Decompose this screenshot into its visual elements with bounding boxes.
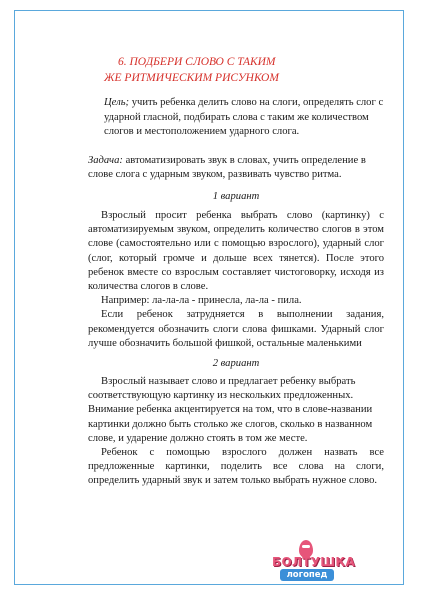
exercise-title [104,54,358,86]
variant-1-heading: 1 вариант [212,191,260,202]
variant-2-heading: 2 вариант [212,358,260,369]
variant-2-paragraph: Взрослый называет слово и предлагает ребенку выбрать соответствующую картинку из нескольких предложенных. Внимание ребенка акцентируется на том, что в слове-названии картинки должно быть столько же слогов, сколько в названном слове, и ударение должно стоять в том же месте. [88,376,373,444]
boltushka-logo [258,540,358,582]
variant-2-paragraph: Ребенок с помощью взрослого должен назвать все предложенные картинки, поделить все слова на слоги, определить ударный звук и затем только выбрать нужное слово. [88,447,384,487]
task-label: Задача: [88,155,123,166]
goal-label: Цель; [104,97,130,108]
goal-text: учить ребенка делить слово на слоги, определять слог с ударной гласной, подбирать слова с таким же количеством слогов и местоположением ударного слога. [104,97,384,138]
goal-paragraph [104,96,384,140]
variant-1-paragraph: Например: ла-ла-ла - принесла, ла-ла - пила. [101,295,302,307]
logo-name: БОЛТУШКА [272,555,356,569]
variant-1-paragraph: Если ребенок затрудняется в выполнении задания, рекомендуется обозначить слоги слова фишками. Ударный слог лучше обозначить большой фишкой, остальные маленькими [88,309,384,349]
variant-1-body [88,209,384,351]
title-line-2: ЖЕ РИТМИЧЕСКИМ РИСУНКОМ [104,72,279,84]
logo-subtitle: логопед [280,569,334,581]
task-paragraph [88,154,384,182]
task-text: автоматизировать звук в словах, учить определение в слове слога с ударным звуком, развивать чувство ритма. [88,155,366,180]
title-line-1: 6. ПОДБЕРИ СЛОВО С ТАКИМ [118,56,276,68]
variant-1-paragraph: Взрослый просит ребенка выбрать слово (картинку) с автоматизируемым звуком, определить количество слогов в этом слове (самостоятельно или с помощью взрослого), ударный слог (слог, который громче и дольше всех тянется). После этого ребенок вместе со взрослым составляет чистоговорку, исходя из количества слогов в слове. [88,210,384,293]
variant-2-body [88,375,384,489]
